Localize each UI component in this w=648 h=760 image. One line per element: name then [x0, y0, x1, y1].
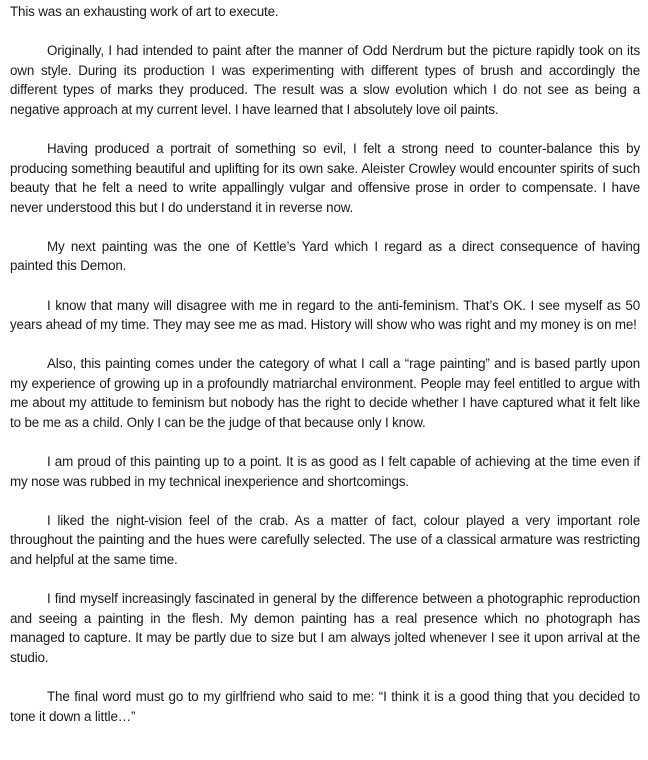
paragraph-intro: This was an exhausting work of art to execute. [10, 4, 279, 19]
paragraph-kettles-yard: My next painting was the one of Kettle’s Yard which I regard as a direct consequence of having painted this Demon. [10, 238, 640, 274]
document-page [10, 2, 640, 746]
paragraph-rage-painting: Also, this painting comes under the category of what I call a “rage painting” and is based partly upon my experience of growing up in a profoundly matriarchal environment. People may feel entitled to argue with me about my attitude to feminism but nobody has the right to decide whether I have captured what it felt like to be me as a child. Only I can be the judge of that because only I know. [10, 356, 640, 430]
paragraph-anti-feminism: I know that many will disagree with me in regard to the anti-feminism. That’s OK. I see myself as 50 years ahead of my time. They may see me as mad. History will show who was right and my money is on me! [10, 297, 640, 333]
paragraph-photographic-reproduction: I find myself increasingly fascinated in general by the difference between a photographic reproduction and seeing a painting in the flesh. My demon painting has a real presence which no photograph has managed to capture. It may be partly due to size but I am always jolted whenever I see it upon arrival at the studio. [10, 591, 640, 665]
paragraph-proud: I am proud of this painting up to a point. It is as good as I felt capable of achieving at the time even if my nose was rubbed in my technical inexperience and shortcomings. [10, 454, 640, 489]
paragraph-final-word: The final word must go to my girlfriend who said to me: “I think it is a good thing that you decided to tone it down a little…” [10, 688, 640, 724]
paragraph-crab: I liked the night-vision feel of the crab. As a matter of fact, colour played a very important role throughout the painting and the hues were carefully selected. The use of a classical armature was restricting and helpful at the same time. [10, 512, 640, 567]
paragraph-counter-balance: Having produced a portrait of something so evil, I felt a strong need to counter-balance this by producing something beautiful and uplifting for its own sake. Aleister Crowley would encounter spirits of such beauty that he felt a need to write appallingly vulgar and offensive prose in order to compensate. I have never understood this but I do understand it in reverse now. [10, 140, 640, 215]
paragraph-odd-nerdrum: Originally, I had intended to paint after the manner of Odd Nerdrum but the picture rapidly took on its own style. During its production I was experimenting with different types of brush and accordingly the different types of marks they produced. The result was a slow evolution which I do not see as being a negative approach at my current level. I have learned that I absolutely love oil paints. [10, 43, 640, 117]
